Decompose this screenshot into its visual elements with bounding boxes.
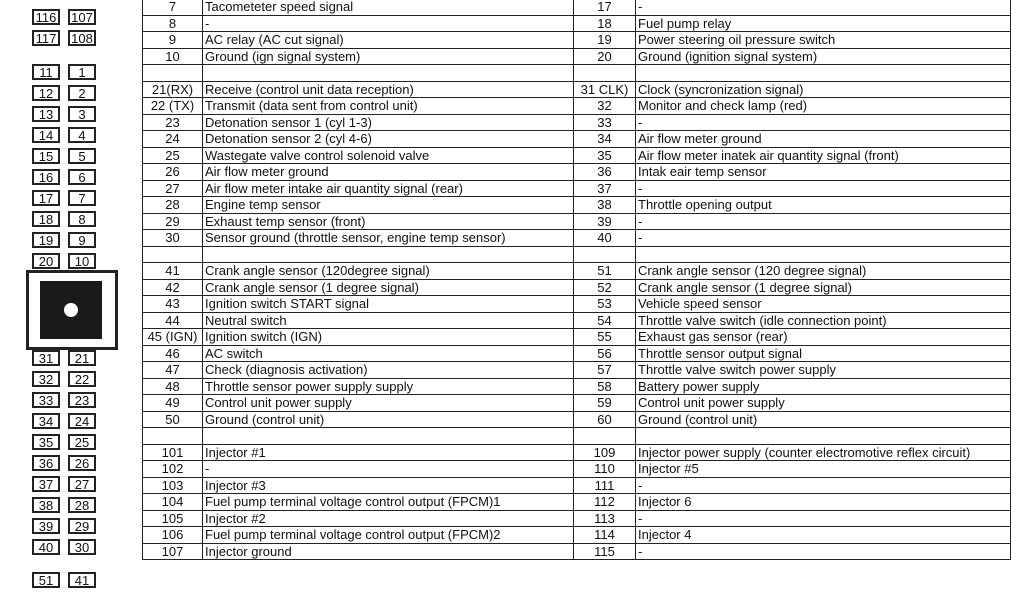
pin-description-left: Crank angle sensor (120degree signal) [203, 263, 574, 280]
pin-number-left: 44 [143, 312, 203, 329]
pin-number-right: 60 [574, 411, 636, 428]
pin-description-right [636, 65, 1011, 82]
table-row [143, 98, 1011, 115]
connector-pin: 32 [32, 371, 60, 387]
connector-pin-pair [32, 518, 100, 538]
pin-number-right: 109 [574, 444, 636, 461]
connector-pin: 7 [68, 190, 96, 206]
pin-description-right [636, 246, 1011, 263]
pin-number-left: 27 [143, 180, 203, 197]
table-separator-row [143, 65, 1011, 82]
connector-pin: 36 [32, 455, 60, 471]
pin-description-left: Injector #2 [203, 510, 574, 527]
pin-description-right: Control unit power supply [636, 395, 1011, 412]
pin-number-left [143, 65, 203, 82]
pin-description-right: - [636, 477, 1011, 494]
table-row [143, 114, 1011, 131]
pin-number-left: 45 (IGN) [143, 329, 203, 346]
table-row [143, 395, 1011, 412]
pin-description-right [636, 428, 1011, 445]
connector-center-block [40, 281, 102, 339]
table-row [143, 15, 1011, 32]
pin-description-right: Battery power supply [636, 378, 1011, 395]
table-row [143, 543, 1011, 560]
table-row [143, 345, 1011, 362]
connector-pin: 16 [32, 169, 60, 185]
table-row [143, 411, 1011, 428]
pin-number-right: 17 [574, 0, 636, 15]
pin-number-right: 59 [574, 395, 636, 412]
pin-description-right: - [636, 510, 1011, 527]
pin-description-left: - [203, 461, 574, 478]
pin-number-left: 29 [143, 213, 203, 230]
pin-number-left: 22 (TX) [143, 98, 203, 115]
table-row [143, 510, 1011, 527]
pin-number-left: 9 [143, 32, 203, 49]
pin-number-right [574, 65, 636, 82]
table-row [143, 131, 1011, 148]
pin-description-left: Transmit (data sent from control unit) [203, 98, 574, 115]
pin-number-right: 35 [574, 147, 636, 164]
connector-pin-pair [32, 392, 100, 412]
pin-description-right: Clock (syncronization signal) [636, 81, 1011, 98]
pin-number-right: 20 [574, 48, 636, 65]
table-row [143, 329, 1011, 346]
connector-center-dot-icon [64, 303, 78, 317]
connector-pin: 12 [32, 85, 60, 101]
pin-number-left: 7 [143, 0, 203, 15]
connector-pin: 51 [32, 572, 60, 588]
pin-number-left: 28 [143, 197, 203, 214]
pin-description-left: Sensor ground (throttle sensor, engine temp sensor) [203, 230, 574, 247]
pin-description-left [203, 246, 574, 263]
pin-assignment-table [142, 0, 1011, 560]
connector-pin: 28 [68, 497, 96, 513]
pin-description-left: Tacometeter speed signal [203, 0, 574, 15]
connector-pin-pair [32, 413, 100, 433]
table-row [143, 477, 1011, 494]
connector-pin: 25 [68, 434, 96, 450]
table-row [143, 164, 1011, 181]
pin-number-right: 31 CLK) [574, 81, 636, 98]
table-separator-row [143, 246, 1011, 263]
connector-pin: 18 [32, 211, 60, 227]
pin-description-left: Throttle sensor power supply supply [203, 378, 574, 395]
pin-number-left: 24 [143, 131, 203, 148]
pin-number-left: 25 [143, 147, 203, 164]
pin-description-left [203, 65, 574, 82]
pin-description-right: Crank angle sensor (120 degree signal) [636, 263, 1011, 280]
connector-pin: 26 [68, 455, 96, 471]
pin-description-left: Exhaust temp sensor (front) [203, 213, 574, 230]
connector-pin: 29 [68, 518, 96, 534]
connector-pin: 35 [32, 434, 60, 450]
pin-description-left: Neutral switch [203, 312, 574, 329]
pin-number-right: 36 [574, 164, 636, 181]
connector-pin: 27 [68, 476, 96, 492]
table-row [143, 147, 1011, 164]
connector-pin: 13 [32, 106, 60, 122]
pin-number-left: 50 [143, 411, 203, 428]
pin-number-right: 38 [574, 197, 636, 214]
pin-number-left: 102 [143, 461, 203, 478]
connector-pin: 8 [68, 211, 96, 227]
pin-description-left: AC relay (AC cut signal) [203, 32, 574, 49]
pin-number-right: 114 [574, 527, 636, 544]
table-row [143, 263, 1011, 280]
pin-description-right: Throttle valve switch power supply [636, 362, 1011, 379]
connector-pinout-diagram [0, 0, 120, 600]
pin-description-left: Receive (control unit data reception) [203, 81, 574, 98]
connector-pin: 15 [32, 148, 60, 164]
connector-pin-pair [32, 64, 100, 84]
pin-number-left [143, 246, 203, 263]
connector-pin-pair [32, 30, 100, 50]
connector-pin: 39 [32, 518, 60, 534]
pin-description-right: - [636, 0, 1011, 15]
connector-pin: 11 [32, 64, 60, 80]
pin-number-left: 104 [143, 494, 203, 511]
connector-pin-pair [32, 106, 100, 126]
pin-number-right [574, 246, 636, 263]
pin-description-left: Engine temp sensor [203, 197, 574, 214]
pin-number-left: 8 [143, 15, 203, 32]
connector-pin-pair [32, 434, 100, 454]
pin-number-right: 51 [574, 263, 636, 280]
table-row [143, 81, 1011, 98]
connector-pin-pair [32, 476, 100, 496]
table-row [143, 279, 1011, 296]
connector-pin-pair [32, 350, 100, 370]
connector-pin: 41 [68, 572, 96, 588]
pin-number-left: 42 [143, 279, 203, 296]
pin-description-right: Intak eair temp sensor [636, 164, 1011, 181]
table-row [143, 0, 1011, 15]
pin-number-left: 101 [143, 444, 203, 461]
table-row [143, 312, 1011, 329]
pin-number-left: 106 [143, 527, 203, 544]
pin-number-right: 37 [574, 180, 636, 197]
pin-number-right: 40 [574, 230, 636, 247]
pin-number-right: 34 [574, 131, 636, 148]
table-row [143, 197, 1011, 214]
pin-description-left: Check (diagnosis activation) [203, 362, 574, 379]
pin-description-right: Exhaust gas sensor (rear) [636, 329, 1011, 346]
connector-pin: 116 [32, 9, 60, 25]
connector-pin: 5 [68, 148, 96, 164]
table-row [143, 362, 1011, 379]
pin-number-left: 30 [143, 230, 203, 247]
pin-description-left [203, 428, 574, 445]
pin-description-left: Control unit power supply [203, 395, 574, 412]
pin-description-right: Injector #5 [636, 461, 1011, 478]
pin-description-left: Injector #3 [203, 477, 574, 494]
pin-description-left: Air flow meter intake air quantity signal (rear) [203, 180, 574, 197]
pin-description-right: Ground (ignition signal system) [636, 48, 1011, 65]
pin-description-right: - [636, 114, 1011, 131]
pin-description-right: Throttle sensor output signal [636, 345, 1011, 362]
table-row [143, 527, 1011, 544]
table-separator-row [143, 428, 1011, 445]
pin-description-left: Ignition switch START signal [203, 296, 574, 313]
pin-number-right: 58 [574, 378, 636, 395]
pin-number-right: 113 [574, 510, 636, 527]
table-row [143, 296, 1011, 313]
table-row [143, 48, 1011, 65]
pin-number-right: 55 [574, 329, 636, 346]
connector-pin-pair [32, 9, 100, 29]
pin-description-right: - [636, 213, 1011, 230]
pin-number-left: 103 [143, 477, 203, 494]
connector-pin-pair [32, 371, 100, 391]
pin-number-right: 111 [574, 477, 636, 494]
connector-pin: 22 [68, 371, 96, 387]
pin-description-right: Vehicle speed sensor [636, 296, 1011, 313]
pin-description-left: Air flow meter ground [203, 164, 574, 181]
pin-description-right: Fuel pump relay [636, 15, 1011, 32]
pin-number-right: 115 [574, 543, 636, 560]
pin-description-right: Crank angle sensor (1 degree signal) [636, 279, 1011, 296]
pin-description-right: Air flow meter ground [636, 131, 1011, 148]
connector-pin-pair [32, 190, 100, 210]
connector-pin: 19 [32, 232, 60, 248]
pin-description-right: Power steering oil pressure switch [636, 32, 1011, 49]
connector-pin: 30 [68, 539, 96, 555]
pin-number-left: 46 [143, 345, 203, 362]
connector-pin: 108 [68, 30, 96, 46]
connector-pin-pair [32, 572, 100, 592]
connector-pin: 21 [68, 350, 96, 366]
pin-number-left: 10 [143, 48, 203, 65]
pin-number-right: 39 [574, 213, 636, 230]
connector-pin-pair [32, 85, 100, 105]
pin-description-left: Injector #1 [203, 444, 574, 461]
pin-number-left: 26 [143, 164, 203, 181]
pin-number-right: 112 [574, 494, 636, 511]
connector-pin: 10 [68, 253, 96, 269]
pin-number-left: 48 [143, 378, 203, 395]
connector-center-housing [26, 270, 118, 350]
pin-description-left: Ground (control unit) [203, 411, 574, 428]
pin-description-right: Injector power supply (counter electromotive reflex circuit) [636, 444, 1011, 461]
pin-description-left: Crank angle sensor (1 degree signal) [203, 279, 574, 296]
pin-description-left: Detonation sensor 1 (cyl 1-3) [203, 114, 574, 131]
pin-description-left: Ignition switch (IGN) [203, 329, 574, 346]
pin-description-right: - [636, 543, 1011, 560]
connector-pin: 2 [68, 85, 96, 101]
pin-description-left: Fuel pump terminal voltage control output (FPCM)1 [203, 494, 574, 511]
pin-description-left: - [203, 15, 574, 32]
pin-number-right: 54 [574, 312, 636, 329]
pin-description-right: Injector 4 [636, 527, 1011, 544]
pin-number-right: 33 [574, 114, 636, 131]
table-row [143, 230, 1011, 247]
pin-number-left: 23 [143, 114, 203, 131]
connector-pin-pair [32, 455, 100, 475]
table-row [143, 444, 1011, 461]
connector-pin: 31 [32, 350, 60, 366]
connector-pin: 40 [32, 539, 60, 555]
pin-description-left: AC switch [203, 345, 574, 362]
connector-pin: 24 [68, 413, 96, 429]
connector-pin: 37 [32, 476, 60, 492]
table-row [143, 213, 1011, 230]
connector-pin-pair [32, 232, 100, 252]
table-row [143, 180, 1011, 197]
table-row [143, 378, 1011, 395]
connector-pin-pair [32, 497, 100, 517]
connector-pin: 107 [68, 9, 96, 25]
pin-number-left [143, 428, 203, 445]
connector-pin: 20 [32, 253, 60, 269]
connector-pin: 3 [68, 106, 96, 122]
pin-number-left: 107 [143, 543, 203, 560]
pin-number-right: 52 [574, 279, 636, 296]
connector-pin: 9 [68, 232, 96, 248]
pin-number-left: 21(RX) [143, 81, 203, 98]
connector-pin-pair [32, 127, 100, 147]
connector-pin-pair [32, 211, 100, 231]
connector-pin: 34 [32, 413, 60, 429]
pin-number-right: 32 [574, 98, 636, 115]
pin-description-left: Fuel pump terminal voltage control output (FPCM)2 [203, 527, 574, 544]
pin-number-left: 41 [143, 263, 203, 280]
pin-description-right: Injector 6 [636, 494, 1011, 511]
pin-number-right: 53 [574, 296, 636, 313]
pin-number-right: 110 [574, 461, 636, 478]
pin-description-right: Air flow meter inatek air quantity signal (front) [636, 147, 1011, 164]
pin-description-right: Throttle valve switch (idle connection point) [636, 312, 1011, 329]
connector-pin: 33 [32, 392, 60, 408]
pin-number-left: 47 [143, 362, 203, 379]
pin-description-right: - [636, 180, 1011, 197]
pin-number-right: 18 [574, 15, 636, 32]
connector-pin: 38 [32, 497, 60, 513]
connector-pin: 6 [68, 169, 96, 185]
pin-number-right: 19 [574, 32, 636, 49]
pin-description-right: Monitor and check lamp (red) [636, 98, 1011, 115]
connector-pin-pair [32, 148, 100, 168]
connector-pin: 4 [68, 127, 96, 143]
pin-number-left: 43 [143, 296, 203, 313]
connector-pin-pair [32, 539, 100, 559]
connector-pin: 14 [32, 127, 60, 143]
pin-number-right: 56 [574, 345, 636, 362]
pin-description-right: Ground (control unit) [636, 411, 1011, 428]
connector-pin-pair [32, 169, 100, 189]
pin-description-left: Wastegate valve control solenoid valve [203, 147, 574, 164]
connector-pin: 23 [68, 392, 96, 408]
connector-pin: 117 [32, 30, 60, 46]
pin-number-left: 49 [143, 395, 203, 412]
table-row [143, 494, 1011, 511]
pin-description-left: Ground (ign signal system) [203, 48, 574, 65]
pin-number-right [574, 428, 636, 445]
connector-pin: 17 [32, 190, 60, 206]
table-row [143, 32, 1011, 49]
pin-description-right: - [636, 230, 1011, 247]
pin-description-left: Detonation sensor 2 (cyl 4-6) [203, 131, 574, 148]
pin-description-left: Injector ground [203, 543, 574, 560]
table-row [143, 461, 1011, 478]
connector-pin: 1 [68, 64, 96, 80]
pin-number-left: 105 [143, 510, 203, 527]
pin-description-right: Throttle opening output [636, 197, 1011, 214]
pin-number-right: 57 [574, 362, 636, 379]
